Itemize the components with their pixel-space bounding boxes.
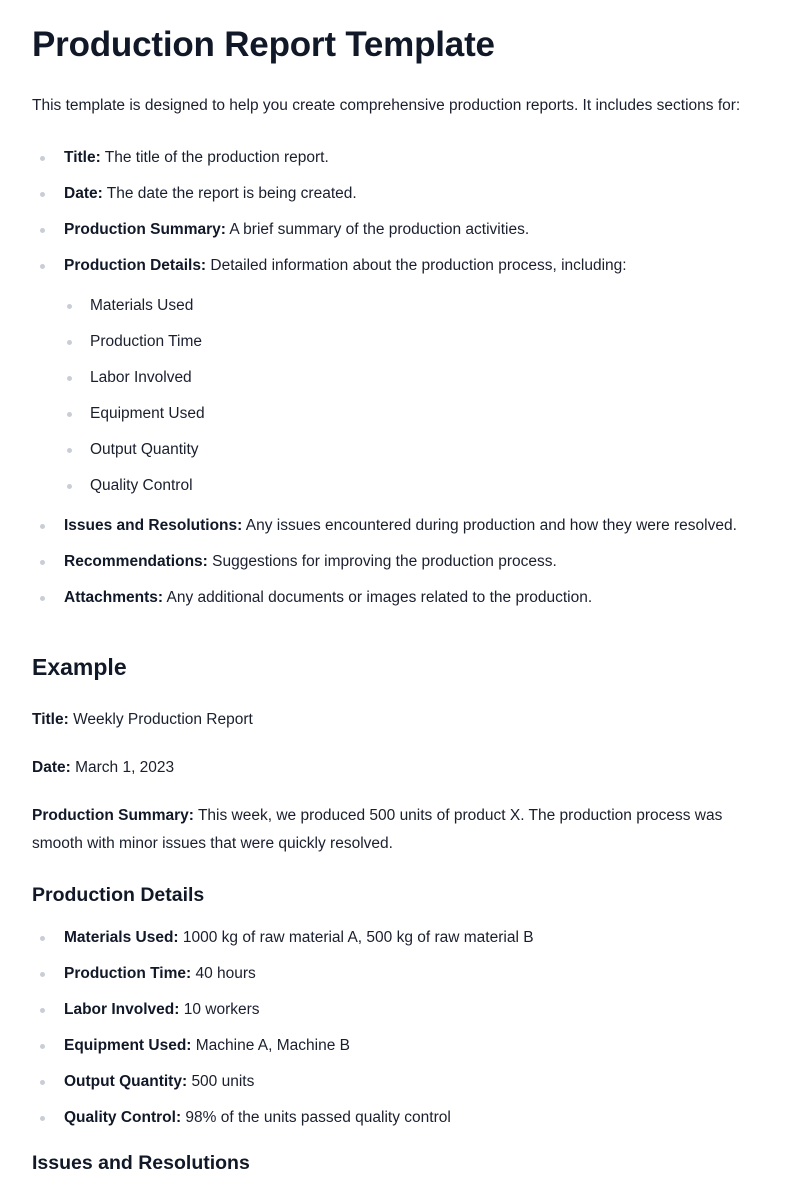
sublist-item-quality-control: Quality Control bbox=[64, 476, 768, 496]
list-item-text: Detailed information about the production process, including: bbox=[210, 257, 627, 274]
list-item-text: The date the report is being created. bbox=[106, 185, 357, 202]
sublist-item-equipment-used: Equipment Used bbox=[64, 404, 768, 424]
example-summary bbox=[32, 802, 768, 858]
detail-item-labor-involved bbox=[32, 1000, 768, 1020]
list-item-attachments bbox=[32, 588, 768, 608]
production-details-heading: Production Details bbox=[32, 884, 205, 906]
example-date-value: March 1, 2023 bbox=[75, 759, 175, 776]
list-item-text: The title of the production report. bbox=[104, 149, 329, 166]
sublist-item-materials-used: Materials Used bbox=[64, 296, 768, 316]
example-title-value: Weekly Production Report bbox=[73, 711, 253, 728]
list-item-production-summary bbox=[32, 220, 768, 240]
list-item-text: Suggestions for improving the production process. bbox=[212, 553, 557, 570]
issues-resolutions-heading: Issues and Resolutions bbox=[32, 1152, 250, 1174]
example-date bbox=[32, 754, 768, 782]
detail-label: Quality Control: bbox=[64, 1109, 182, 1126]
list-item-label: Production Details: bbox=[64, 257, 207, 274]
list-item-label: Recommendations: bbox=[64, 553, 208, 570]
detail-item-materials-used bbox=[32, 928, 768, 948]
detail-item-equipment-used bbox=[32, 1036, 768, 1056]
intro-paragraph: This template is designed to help you create comprehensive production reports. It includes sections for: bbox=[32, 97, 741, 114]
detail-label: Equipment Used: bbox=[64, 1037, 192, 1054]
production-details-sublist bbox=[64, 296, 768, 496]
list-item-text: Any issues encountered during production and how they were resolved. bbox=[245, 517, 737, 534]
list-item-label: Date: bbox=[64, 185, 103, 202]
detail-value: 40 hours bbox=[195, 965, 256, 982]
detail-label: Labor Involved: bbox=[64, 1001, 180, 1018]
example-date-label: Date: bbox=[32, 759, 71, 776]
detail-value: 10 workers bbox=[183, 1001, 260, 1018]
list-item-label: Attachments: bbox=[64, 589, 164, 606]
detail-item-quality-control bbox=[32, 1108, 768, 1128]
sublist-item-labor-involved: Labor Involved bbox=[64, 368, 768, 388]
example-title bbox=[32, 706, 768, 734]
list-item-text: A brief summary of the production activities. bbox=[229, 221, 530, 238]
detail-value: Machine A, Machine B bbox=[195, 1037, 350, 1054]
list-item-recommendations bbox=[32, 552, 768, 572]
template-sections-list bbox=[32, 148, 768, 608]
detail-label: Production Time: bbox=[64, 965, 192, 982]
example-heading: Example bbox=[32, 654, 127, 680]
sublist-item-production-time: Production Time bbox=[64, 332, 768, 352]
production-details-list bbox=[32, 928, 768, 1128]
example-title-label: Title: bbox=[32, 711, 69, 728]
list-item-issues-resolutions bbox=[32, 516, 768, 536]
list-item-label: Issues and Resolutions: bbox=[64, 517, 243, 534]
detail-item-output-quantity bbox=[32, 1072, 768, 1092]
sublist-item-output-quantity: Output Quantity bbox=[64, 440, 768, 460]
list-item-text: Any additional documents or images related to the production. bbox=[166, 589, 593, 606]
example-summary-value: This week, we produced 500 units of product X. The production process was smooth with minor issues that were quickly resolved. bbox=[32, 807, 723, 852]
list-item-label: Title: bbox=[64, 149, 101, 166]
list-item-label: Production Summary: bbox=[64, 221, 226, 238]
example-summary-label: Production Summary: bbox=[32, 807, 194, 824]
list-item-title bbox=[32, 148, 768, 168]
detail-label: Materials Used: bbox=[64, 929, 179, 946]
detail-value: 500 units bbox=[191, 1073, 255, 1090]
detail-label: Output Quantity: bbox=[64, 1073, 188, 1090]
detail-value: 1000 kg of raw material A, 500 kg of raw material B bbox=[182, 929, 534, 946]
detail-item-production-time bbox=[32, 964, 768, 984]
list-item-production-details bbox=[32, 256, 768, 496]
detail-value: 98% of the units passed quality control bbox=[185, 1109, 451, 1126]
page-title: Production Report Template bbox=[32, 25, 495, 64]
list-item-date bbox=[32, 184, 768, 204]
